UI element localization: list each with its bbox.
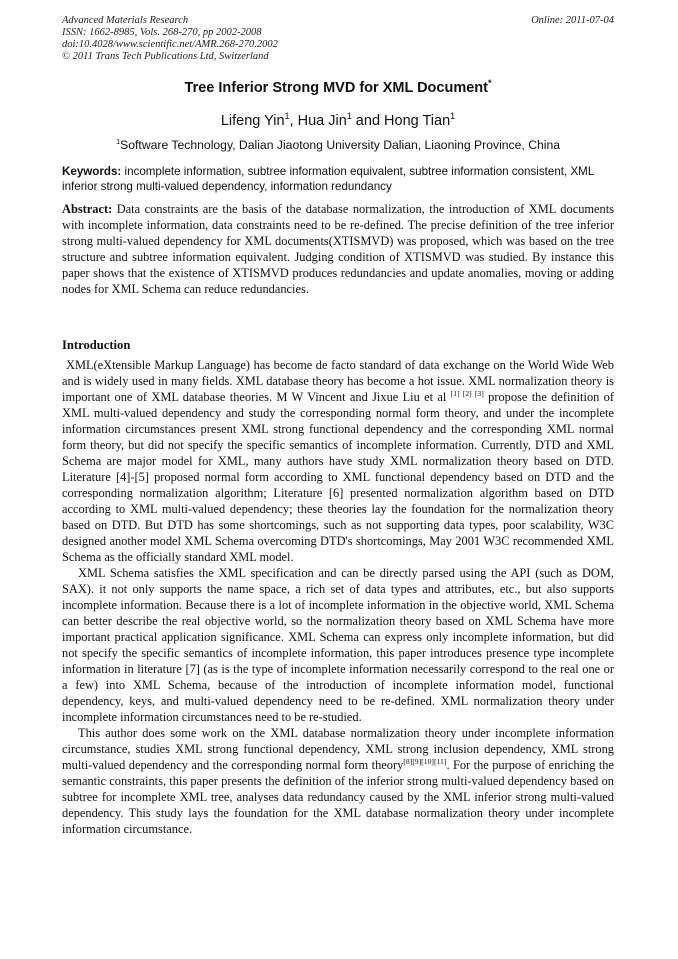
author-name: Lifeng Yin [220, 113, 285, 129]
intro-p3-text: This author does some work on the XML database normalization theory under incomplete information circumstance, studies XML strong functional dependency, XML strong inclusion dependency, XML strong multi-valued dependency and the corresponding normal form theory [62, 726, 614, 772]
citation-sup: [1] [2] [3] [450, 388, 484, 398]
abstract [62, 201, 614, 297]
keywords-label: Keywords: [62, 165, 122, 178]
title-footnote-mark: * [487, 78, 492, 89]
affiliation-sup: 1 [115, 136, 121, 146]
abstract-label: Abstract: [62, 202, 113, 216]
section-heading-introduction: Introduction [62, 338, 131, 352]
intro-paragraph-2: XML Schema satisfies the XML specification and can be directly parsed using the API (such as DOM, SAX). it not only supports the name space, a rich set of data types and attributes, etc., but also supports incomplete information. Because there is a lot of incomplete information in the objective world, XML Schema can better describe the real objective world, so the normalization theory based on XML Schema have more important practical application significance. XML Schema can express only incomplete information, but did not specify the specific semantics of incomplete information, this paper introduces presence type incomplete information in literature [7] (as is the type of incomplete information necessarily correspond to the real one or a few) into XML Schema, because of the introduction of incomplete information model, functional dependency, keys, and multi-valued dependency need to be re-defined. XML normalization theory under incomplete information circumstances need to be re-studied. [62, 566, 614, 724]
author-name: Hua Jin [297, 113, 347, 129]
author-name: Hong Tian [384, 113, 451, 129]
keywords [62, 164, 614, 194]
intro-p1-text: XML(eXtensible Markup Language) has become de facto standard of data exchange on the World Wide Web and is widely used in many fields. XML database theory has become a hot issue. XML normalization theory is important one of XML database theories. M W Vincent and Jixue Liu et al [62, 358, 614, 404]
journal-name: Advanced Materials Research [62, 15, 189, 26]
intro-p1-text-cont: propose the definition of XML multi-valued dependency and study the corresponding normal form theory, and under the incomplete information circumstances present XML strong functional dependency and the corresponding XML normal form theory, but did not specify the specific semantics of incomplete information. Currently, DTD and XML Schema are major model for XML, many authors have study XML normalization theory based on DTD. Literature [4]-[5] proposed normal form according to XML functional dependency based on DTD and the corresponding normalization algorithm; Literature [6] presented normalization algorithm based on DTD according to XML multi-valued dependency; these theories lay the foundation for the normalization theory based on DTD. But DTD has some shortcomings, such as not supporting data types, poor scalability, W3C designed another model XML Schema overcoming DTD's shortcomings, May 2001 W3C recommended XML Schema as the officially standard XML model. [62, 390, 614, 564]
abstract-text: Data constraints are the basis of the database normalization, the introduction of XML documents with incomplete information, data constraints need to be re-defined. The precise definition of the tree inferior strong multi-valued dependency for XML documents(XTISMVD) was proposed, which was based on the tree structure and subtree information equivalent. Judging condition of XTISMVD was studied. By instance this paper shows that the existence of XTISMVD produces redundancies and update anomalies, moving or adding nodes for XML Schema can reduce redundancies. [62, 202, 614, 296]
copyright-line: © 2011 Trans Tech Publications Ltd, Switzerland [62, 51, 269, 62]
keywords-text: incomplete information, subtree information equivalent, subtree information consistent, XML inferior strong multi-valued dependency, information redundancy [62, 165, 594, 193]
author-affil-sup: 1 [450, 111, 456, 122]
intro-paragraph-1 [62, 357, 614, 565]
doi-line: doi:10.4028/www.scientific.net/AMR.268-270.2002 [62, 39, 278, 50]
author-separator: , [289, 113, 298, 129]
author-list [62, 113, 614, 129]
intro-paragraph-3 [62, 725, 614, 837]
author-affil-sup: 1 [346, 111, 352, 122]
introduction-body [62, 357, 614, 837]
paper-title [62, 80, 614, 96]
author-separator: and [351, 113, 385, 129]
paper-title-text: Tree Inferior Strong MVD for XML Document [184, 80, 488, 96]
affiliation [62, 138, 614, 152]
citation-sup: [8][9][10][11] [403, 756, 447, 766]
online-date: Online: 2011-07-04 [531, 15, 614, 26]
journal-header [62, 15, 614, 63]
intro-p3-text-cont: . For the purpose of enriching the semantic constraints, this paper presents the definition of the inferior strong multi-valued dependency based on subtree for incomplete XML tree, analyses data redundancy caused by the XML inferior strong multi-valued dependency. This study lays the foundation for the XML database normalization theory under incomplete information circumstance. [62, 758, 614, 836]
issn-line: ISSN: 1662-8985, Vols. 268-270, pp 2002-2008 [62, 27, 262, 38]
affiliation-text: Software Technology, Dalian Jiaotong University Dalian, Liaoning Province, China [120, 138, 561, 152]
author-affil-sup: 1 [284, 111, 290, 122]
